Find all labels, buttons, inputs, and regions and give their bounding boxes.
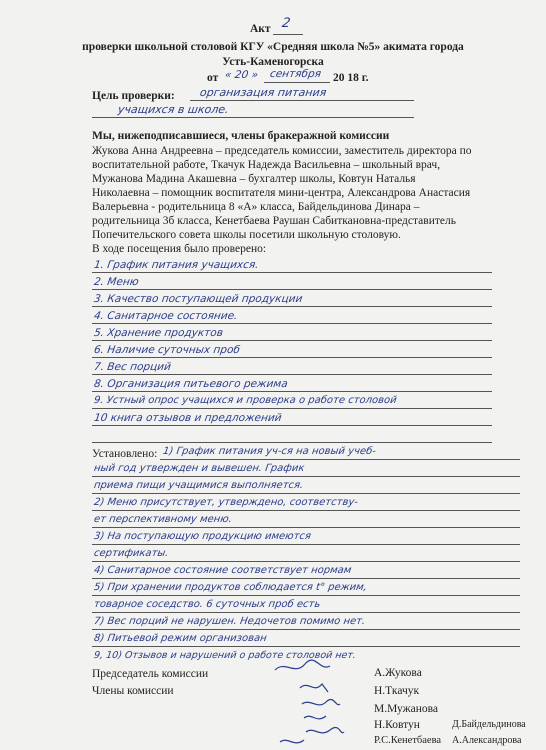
signatory-name: Д.Байдельдинова (452, 719, 526, 730)
commission-line: родительница 3б класса, Кенетбаева Раушан Сабиткановна-представитель (92, 215, 456, 227)
established-line: 7) Вес порций не нарушен. Недочетов помимо нет. (93, 616, 366, 627)
signatory-name: Н.Ткачук (374, 685, 420, 697)
signature-scribbles (270, 658, 360, 748)
established-line: 4) Санитарное состояние соответствует нормам (93, 565, 353, 576)
established-underline (92, 578, 520, 579)
commission-line: Валерьевна - родительница 8 «А» класса, Байдельдинова Динара – (92, 201, 420, 213)
signature-kenetbaeva (306, 727, 344, 732)
act-number: 2 (280, 16, 292, 31)
item-underline (92, 425, 492, 426)
item-underline (92, 408, 492, 409)
item-underline (92, 272, 492, 273)
item-underline (92, 340, 492, 341)
established-line: ный год утвержден и вывешен. График (93, 463, 306, 474)
date-year: 20 18 г. (333, 72, 369, 84)
chair-label: Председатель комиссии (92, 668, 209, 680)
commission-line: Мужанова Мадина Акашевна – бухгалтер школы, Ковтун Наталья (92, 173, 416, 185)
purpose-line2: учащихся в школе. (117, 103, 230, 116)
established-line: 5) При хранении продуктов соблюдается t° режим, (93, 582, 368, 593)
checked-item: 2. Меню (93, 276, 140, 288)
commission-line: воспитательной работе, Ткачук Надежда Васильевна – школьный врач, (92, 159, 441, 171)
established-underline (92, 629, 520, 630)
established-underline (92, 561, 520, 562)
members-label: Члены комиссии (92, 685, 174, 697)
established-line: ет перспективному меню. (93, 514, 233, 525)
item-underline (92, 374, 492, 375)
established-underline (92, 595, 520, 596)
item-underline (92, 391, 492, 392)
established-line: 3) На поступающую продукцию имеются (93, 531, 312, 542)
established-underline (92, 493, 520, 494)
checked-item: 9. Устный опрос учащихся и проверка о работе столовой (93, 395, 398, 406)
signature-tkachuk (300, 684, 328, 692)
act-label: Акт (250, 23, 271, 35)
established-underline (92, 476, 520, 477)
established-line: сертификаты. (93, 548, 170, 559)
established-underline (92, 527, 520, 528)
checked-item: 8. Организация питьевого режима (93, 378, 289, 390)
established-line: 9, 10) Отзывов и нарушений о работе столовой нет. (93, 650, 357, 661)
signatory-name: Р.С.Кенетбаева (374, 735, 442, 746)
signatory-name: Н.Ковтун (374, 719, 420, 731)
checked-item: 1. График питания учащихся. (93, 259, 260, 271)
established-label: Установлено: (92, 448, 158, 460)
commission-line: Жукова Анна Андреевна – председатель комиссии, заместитель директора по (92, 145, 472, 157)
established-line: товарное соседство. 6 суточных проб есть (93, 599, 322, 610)
established-line: 2) Меню присутствует, утверждено, соответству- (93, 497, 359, 508)
purpose-line1: организация питания (199, 86, 328, 99)
checked-item: 7. Вес порций (93, 361, 172, 373)
signature-muzhanova (302, 699, 340, 704)
checked-label: В ходе посещения было проверено: (92, 243, 267, 255)
checked-item: 10 книга отзывов и предложений (93, 412, 283, 424)
signature-alexandrova (280, 740, 304, 743)
commission-line: Попечительского совета школы посетили школьную столовую. (92, 229, 401, 241)
purpose-underline2 (92, 117, 414, 118)
signatory-name: М.Мужанова (374, 703, 438, 715)
item-underline (92, 289, 492, 290)
established-underline (92, 544, 520, 545)
date-day: « 20 » (224, 69, 259, 81)
act-title-line2: Усть-Каменогорска (222, 56, 324, 68)
signatory-name: А.Александрова (452, 735, 522, 746)
signature-zhukova (275, 660, 330, 670)
date-month: сентября (269, 68, 322, 80)
established-line: 1) График питания уч-ся на новый учеб- (162, 446, 377, 457)
checked-item: 3. Качество поступающей продукции (93, 293, 304, 305)
checked-item: 6. Наличие суточных проб (93, 344, 241, 356)
item-underline (92, 306, 492, 307)
signature-kovtun (304, 716, 326, 719)
established-line: 8) Питьевой режим организован (93, 633, 268, 644)
purpose-label: Цель проверки: (92, 90, 175, 102)
date-month-underline (264, 82, 330, 83)
item-underline (92, 323, 492, 324)
checked-item: 4. Санитарное состояние. (93, 310, 239, 322)
checked-item: 5. Хранение продуктов (93, 327, 224, 339)
established-underline (92, 612, 520, 613)
date-from-label: от (207, 72, 219, 84)
established-underline (92, 510, 520, 511)
item-underline (92, 357, 492, 358)
established-line: приема пищи учащимися выполняется. (93, 480, 304, 491)
act-title-line1: проверки школьной столовой КГУ «Средняя школа №5» акимата города (82, 41, 464, 53)
act-number-underline (273, 34, 303, 35)
established-underline (92, 646, 520, 647)
signatory-name: А.Жукова (374, 667, 422, 679)
commission-line: Николаевна – помощник воспитателя мини-центра, Александрова Анастасия (92, 187, 471, 199)
established-underline (160, 459, 520, 460)
purpose-underline1 (190, 100, 414, 101)
commission-heading: Мы, нижеподписавшиеся, члены бракеражной комиссии (92, 130, 390, 142)
item-underline (92, 442, 492, 443)
